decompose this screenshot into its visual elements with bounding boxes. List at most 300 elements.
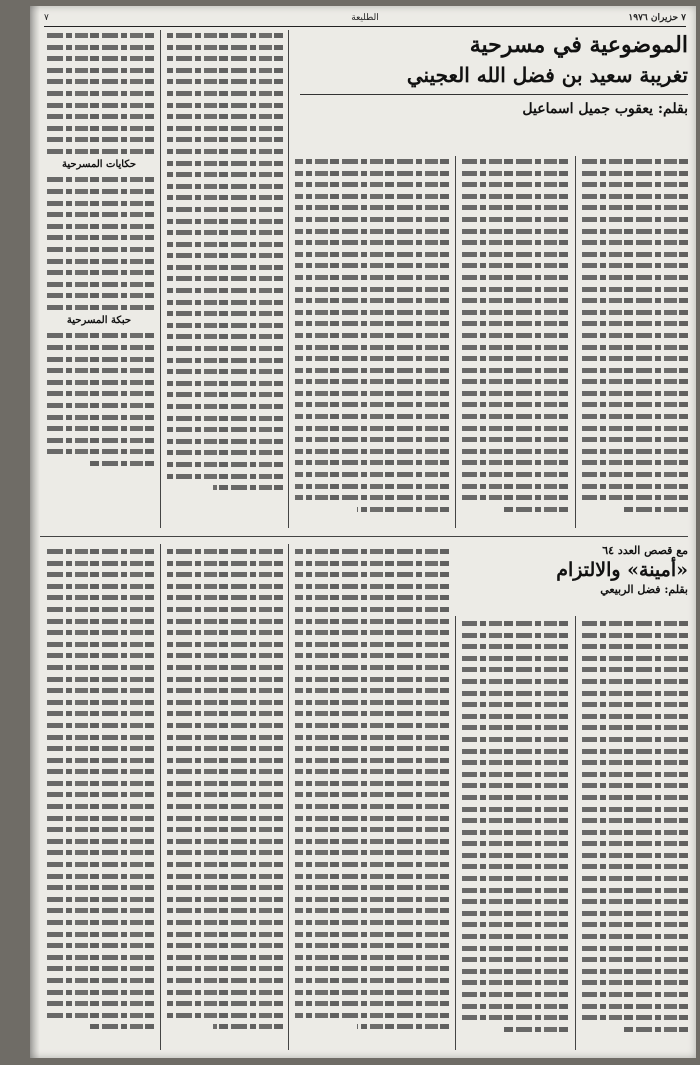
text-line: [44, 558, 154, 569]
text-line: [582, 492, 688, 503]
text-line: [167, 308, 283, 319]
text-line: [462, 307, 568, 318]
text-line: [44, 847, 154, 858]
text-line: [167, 447, 283, 458]
text-line: [44, 446, 154, 457]
text-line: [295, 307, 449, 318]
article-column: [462, 618, 568, 1050]
text-line: [462, 792, 568, 803]
text-line: [462, 873, 568, 884]
text-line: [295, 376, 449, 387]
text-line: [167, 813, 283, 824]
text-line: [167, 343, 283, 354]
text-line: [167, 111, 283, 122]
text-line: [582, 457, 688, 468]
text-line: [582, 330, 688, 341]
text-line: [44, 267, 154, 278]
text-line: [582, 284, 688, 295]
text-line: [44, 929, 154, 940]
text-line: [624, 1024, 688, 1035]
text-line: [44, 388, 154, 399]
text-line: [295, 766, 449, 777]
text-line: [44, 377, 154, 388]
text-line: [357, 504, 449, 515]
text-line: [295, 743, 449, 754]
text-line: [167, 662, 283, 673]
text-line: [295, 592, 449, 603]
text-line: [295, 1010, 449, 1021]
article-title-line2: تغريبة سعيد بن فضل الله العجيني: [406, 63, 688, 87]
text-line: [462, 226, 568, 237]
title-rule: [300, 94, 688, 95]
article-byline: بقلم: يعقوب جميل اسماعيل: [522, 101, 688, 117]
text-line: [167, 940, 283, 951]
text-line: [582, 272, 688, 283]
text-line: [462, 919, 568, 930]
text-line: [44, 546, 154, 557]
text-line: [582, 792, 688, 803]
text-line: [462, 676, 568, 687]
text-line: [582, 757, 688, 768]
text-line: [167, 929, 283, 940]
text-line: [295, 214, 449, 225]
text-line: [167, 169, 283, 180]
text-line: [44, 302, 154, 313]
text-line: [582, 469, 688, 480]
text-line: [462, 943, 568, 954]
text-line: [582, 388, 688, 399]
text-line: [462, 711, 568, 722]
text-line: [44, 766, 154, 777]
text-line: [167, 581, 283, 592]
text-line: [167, 650, 283, 661]
text-line: [295, 627, 449, 638]
text-line: [44, 123, 154, 134]
text-line: [462, 168, 568, 179]
text-line: [582, 780, 688, 791]
text-line: [462, 284, 568, 295]
text-line: [582, 908, 688, 919]
second-article-byline: بقلم: فضل الربيعي: [600, 583, 688, 596]
text-line: [295, 237, 449, 248]
text-line: [295, 546, 449, 557]
text-line: [167, 882, 283, 893]
text-line: [582, 1012, 688, 1023]
text-line: [295, 650, 449, 661]
text-line: [167, 53, 283, 64]
text-line: [44, 581, 154, 592]
text-line: [582, 861, 688, 872]
article-column: [462, 156, 568, 528]
text-line: [44, 400, 154, 411]
text-line: [167, 134, 283, 145]
column-rule: [288, 30, 289, 528]
text-line: [462, 664, 568, 675]
text-line: [582, 850, 688, 861]
text-line: [582, 827, 688, 838]
text-line: [462, 202, 568, 213]
text-line: [462, 746, 568, 757]
text-line: [462, 318, 568, 329]
article-column: [44, 546, 154, 1050]
text-line: [462, 179, 568, 190]
text-line: [582, 399, 688, 410]
text-line: [44, 708, 154, 719]
text-line: [582, 226, 688, 237]
text-line: [295, 975, 449, 986]
text-line: [462, 815, 568, 826]
text-line: [167, 158, 283, 169]
text-line: [167, 743, 283, 754]
text-line: [462, 699, 568, 710]
text-line: [44, 801, 154, 812]
column-rule: [160, 30, 161, 528]
newspaper-name: الطليعة: [351, 13, 379, 23]
text-line: [462, 966, 568, 977]
text-line: [167, 720, 283, 731]
text-line: [295, 639, 449, 650]
text-line: [167, 331, 283, 342]
text-line: [167, 801, 283, 812]
text-line: [167, 413, 283, 424]
text-line: [44, 76, 154, 87]
text-line: [167, 216, 283, 227]
text-line: [462, 757, 568, 768]
text-line: [462, 641, 568, 652]
second-article-title: «أمينة» والالتزام: [556, 559, 688, 581]
text-line: [582, 179, 688, 190]
text-line: [295, 226, 449, 237]
text-line: [582, 746, 688, 757]
text-line: [582, 342, 688, 353]
binding-shadow: [30, 6, 40, 1058]
text-line: [462, 411, 568, 422]
text-line: [295, 581, 449, 592]
text-line: [295, 469, 449, 480]
text-line: [167, 697, 283, 708]
text-line: [44, 813, 154, 824]
text-line: [295, 616, 449, 627]
text-line: [462, 688, 568, 699]
text-line: [582, 943, 688, 954]
text-line: [582, 769, 688, 780]
newspaper-page: [30, 6, 696, 1058]
text-line: [167, 558, 283, 569]
text-line: [462, 769, 568, 780]
text-line: [462, 272, 568, 283]
text-line: [582, 446, 688, 457]
text-line: [44, 198, 154, 209]
text-line: [462, 838, 568, 849]
subhead: حبكة المسرحية: [66, 315, 132, 327]
text-line: [44, 755, 154, 766]
text-line: [582, 260, 688, 271]
text-line: [167, 1010, 283, 1021]
text-line: [295, 423, 449, 434]
text-line: [167, 778, 283, 789]
text-line: [44, 435, 154, 446]
text-line: [295, 674, 449, 685]
text-line: [582, 711, 688, 722]
text-line: [582, 977, 688, 988]
text-line: [167, 905, 283, 916]
text-line: [88, 1021, 154, 1032]
text-line: [462, 1001, 568, 1012]
column-rule: [160, 544, 161, 1050]
text-line: [44, 65, 154, 76]
text-line: [582, 376, 688, 387]
text-line: [582, 641, 688, 652]
text-line: [44, 412, 154, 423]
article-column: [582, 618, 688, 1050]
text-line: [462, 989, 568, 1000]
text-line: [462, 330, 568, 341]
text-line: [167, 471, 283, 482]
text-line: [44, 88, 154, 99]
text-line: [167, 766, 283, 777]
text-line: [462, 342, 568, 353]
text-line: [462, 492, 568, 503]
text-line: [167, 987, 283, 998]
article-title-line1: الموضوعية في مسرحية: [469, 32, 688, 58]
text-line: [44, 232, 154, 243]
text-line: [44, 134, 154, 145]
text-line: [462, 861, 568, 872]
text-line: [167, 123, 283, 134]
text-line: [167, 192, 283, 203]
text-line: [462, 237, 568, 248]
text-line: [167, 789, 283, 800]
text-line: [582, 191, 688, 202]
text-line: [582, 931, 688, 942]
column-rule: [575, 616, 576, 1050]
text-line: [167, 604, 283, 615]
text-line: [44, 743, 154, 754]
text-line: [295, 882, 449, 893]
text-line: [213, 1021, 283, 1032]
text-line: [44, 423, 154, 434]
text-line: [582, 838, 688, 849]
text-line: [44, 894, 154, 905]
text-line: [44, 342, 154, 353]
text-line: [462, 931, 568, 942]
text-line: [295, 778, 449, 789]
article-title-block: [300, 30, 688, 148]
text-line: [582, 989, 688, 1000]
text-line: [462, 469, 568, 480]
issue-date: ٧ حزيران ١٩٧٦: [628, 13, 686, 23]
text-line: [462, 653, 568, 664]
text-line: [462, 423, 568, 434]
text-line: [44, 871, 154, 882]
text-line: [167, 378, 283, 389]
text-line: [295, 905, 449, 916]
text-line: [167, 389, 283, 400]
text-line: [167, 459, 283, 470]
text-line: [167, 963, 283, 974]
text-line: [167, 262, 283, 273]
text-line: [295, 388, 449, 399]
text-line: [167, 847, 283, 858]
text-line: [295, 720, 449, 731]
text-line: [504, 1024, 568, 1035]
text-line: [295, 824, 449, 835]
text-line: [504, 504, 568, 515]
text-line: [44, 30, 154, 41]
text-line: [167, 871, 283, 882]
text-line: [167, 616, 283, 627]
text-line: [167, 42, 283, 53]
column-rule: [455, 616, 456, 1050]
text-line: [167, 639, 283, 650]
text-line: [462, 734, 568, 745]
text-line: [462, 804, 568, 815]
text-line: [167, 436, 283, 447]
text-line: [582, 318, 688, 329]
text-line: [295, 481, 449, 492]
text-line: [44, 859, 154, 870]
text-line: [167, 952, 283, 963]
text-line: [295, 284, 449, 295]
text-line: [44, 940, 154, 951]
text-line: [295, 342, 449, 353]
text-line: [295, 836, 449, 847]
text-line: [44, 221, 154, 232]
text-line: [44, 111, 154, 122]
text-line: [167, 917, 283, 928]
text-line: [295, 249, 449, 260]
text-line: [462, 214, 568, 225]
text-line: [295, 917, 449, 928]
text-line: [582, 618, 688, 629]
text-line: [295, 168, 449, 179]
text-line: [44, 627, 154, 638]
text-line: [462, 780, 568, 791]
article-column: [295, 156, 449, 528]
text-line: [167, 424, 283, 435]
text-line: [44, 330, 154, 341]
text-line: [462, 827, 568, 838]
text-line: [462, 618, 568, 629]
text-line: [462, 457, 568, 468]
text-line: [295, 318, 449, 329]
text-line: [167, 546, 283, 557]
text-line: [295, 191, 449, 202]
text-line: [295, 272, 449, 283]
text-line: [582, 156, 688, 167]
text-line: [462, 353, 568, 364]
text-line: [44, 998, 154, 1009]
text-line: [295, 457, 449, 468]
text-line: [167, 65, 283, 76]
text-line: [167, 146, 283, 157]
text-line: [44, 592, 154, 603]
text-line: [167, 401, 283, 412]
text-line: [582, 954, 688, 965]
text-line: [167, 824, 283, 835]
text-line: [44, 186, 154, 197]
text-line: [295, 998, 449, 1009]
text-line: [44, 987, 154, 998]
text-line: [582, 307, 688, 318]
text-line: [167, 297, 283, 308]
text-line: [44, 697, 154, 708]
text-line: [462, 249, 568, 260]
text-line: [44, 674, 154, 685]
text-line: [44, 365, 154, 376]
text-line: [582, 168, 688, 179]
text-line: [462, 388, 568, 399]
text-line: [44, 720, 154, 731]
text-line: [167, 76, 283, 87]
text-line: [582, 411, 688, 422]
text-line: [295, 558, 449, 569]
text-line: [295, 399, 449, 410]
text-line: [295, 446, 449, 457]
text-line: [167, 975, 283, 986]
text-line: [44, 174, 154, 185]
text-line: [295, 434, 449, 445]
text-line: [295, 492, 449, 503]
text-line: [213, 482, 283, 493]
text-line: [462, 191, 568, 202]
text-line: [167, 859, 283, 870]
text-line: [44, 685, 154, 696]
text-line: [167, 239, 283, 250]
text-line: [295, 847, 449, 858]
text-line: [295, 813, 449, 824]
text-line: [462, 954, 568, 965]
text-line: [295, 697, 449, 708]
text-line: [462, 885, 568, 896]
text-line: [462, 630, 568, 641]
text-line: [44, 778, 154, 789]
text-line: [44, 1010, 154, 1021]
text-line: [167, 227, 283, 238]
text-line: [582, 1001, 688, 1012]
text-line: [295, 871, 449, 882]
text-line: [167, 204, 283, 215]
text-line: [44, 917, 154, 928]
text-line: [167, 708, 283, 719]
column-rule: [575, 156, 576, 528]
article-column: [295, 546, 449, 1050]
text-line: [295, 662, 449, 673]
text-line: [462, 434, 568, 445]
text-line: [295, 929, 449, 940]
text-line: [462, 977, 568, 988]
text-line: [582, 815, 688, 826]
text-line: [582, 653, 688, 664]
text-line: [582, 896, 688, 907]
text-line: [582, 481, 688, 492]
text-line: [295, 365, 449, 376]
text-line: [167, 732, 283, 743]
text-line: [295, 789, 449, 800]
text-line: [295, 411, 449, 422]
text-line: [462, 850, 568, 861]
text-line: [167, 285, 283, 296]
text-line: [462, 156, 568, 167]
text-line: [295, 963, 449, 974]
text-line: [44, 650, 154, 661]
text-line: [295, 179, 449, 190]
text-line: [582, 423, 688, 434]
article-column: [582, 156, 688, 528]
text-line: [295, 952, 449, 963]
article-column: [167, 30, 283, 528]
text-line: [582, 873, 688, 884]
